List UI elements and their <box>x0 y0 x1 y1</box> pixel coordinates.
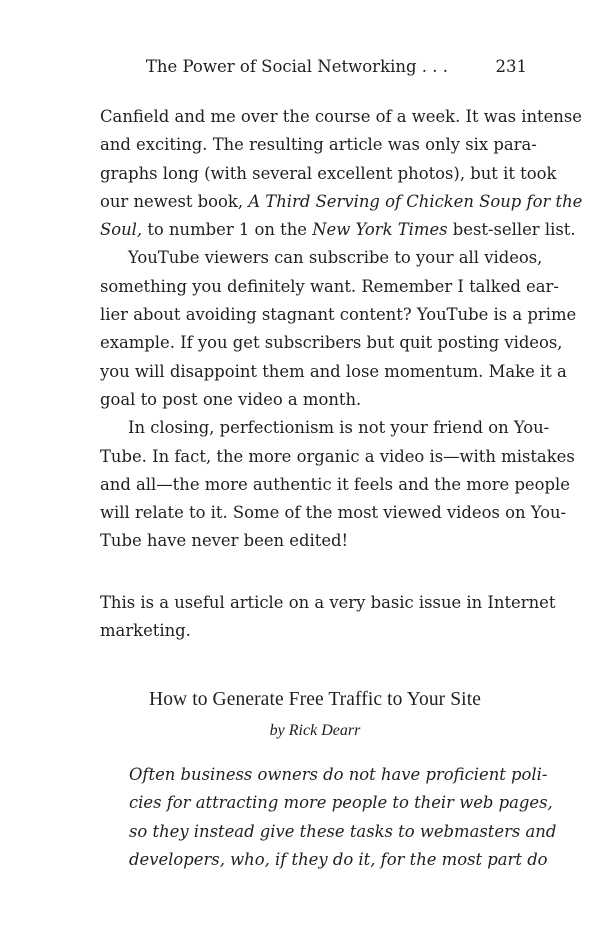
running-head <box>100 54 530 80</box>
page-number: 231 <box>495 57 527 76</box>
text-run: to number 1 on the <box>142 220 313 240</box>
text-line: graphs long (with several excellent photos), but it took <box>100 163 557 183</box>
text-line: goal to post one video a month. <box>100 389 362 409</box>
text-line: and exciting. The resulting article was only six para- <box>100 135 537 155</box>
article-byline: by Rick Dearr <box>269 722 361 739</box>
text-line: cies for attracting more people to their web pages, <box>129 793 553 813</box>
text-line: This is a useful article on a very basic issue in Internet <box>100 593 556 612</box>
text-run: best-seller list. <box>447 220 576 240</box>
text-line: In closing, perfectionism is not your friend on You- <box>128 418 550 438</box>
text-line: developers, who, if they do it, for the most part do <box>129 849 548 869</box>
body-text-continued <box>100 589 556 646</box>
text-run: our newest book, <box>100 191 249 211</box>
text-line: so they instead give these tasks to webmasters and <box>129 821 557 841</box>
text-line <box>100 188 583 216</box>
paragraph-3 <box>100 414 575 555</box>
book-title-italic: A Third Serving of Chicken Soup for the <box>248 191 583 211</box>
body-text <box>100 103 583 556</box>
text-line: and all—the more authentic it feels and the more people <box>100 474 570 494</box>
book-title-italic: Soul, <box>100 220 143 240</box>
text-line: YouTube viewers can subscribe to your all videos, <box>128 248 543 268</box>
text-line: example. If you get subscribers but quit posting videos, <box>100 333 563 353</box>
text-line: you will disappoint them and lose momentum. Make it a <box>100 361 567 381</box>
paragraph-4 <box>100 589 556 646</box>
text-line: Tube. In fact, the more organic a video is—with mistakes <box>100 446 575 466</box>
text-line <box>100 216 576 244</box>
text-line: lier about avoiding stagnant content? YouTube is a prime <box>100 305 577 325</box>
paragraph-2 <box>100 244 577 414</box>
running-head-title: The Power of Social Networking . . . <box>145 57 448 76</box>
article-title: How to Generate Free Traffic to Your Site <box>149 689 481 710</box>
text-line: marketing. <box>100 621 191 641</box>
text-line: something you definitely want. Remember I talked ear- <box>100 276 559 296</box>
text-line: Tube have never been edited! <box>100 531 349 551</box>
paragraph-1 <box>100 103 583 244</box>
text-line: Canfield and me over the course of a week. It was intense <box>100 107 582 126</box>
text-line: Often business owners do not have proficient poli- <box>129 765 548 784</box>
article-excerpt <box>129 761 557 874</box>
text-line: will relate to it. Some of the most viewed videos on You- <box>100 503 567 523</box>
newspaper-title-italic: New York Times <box>312 220 448 240</box>
